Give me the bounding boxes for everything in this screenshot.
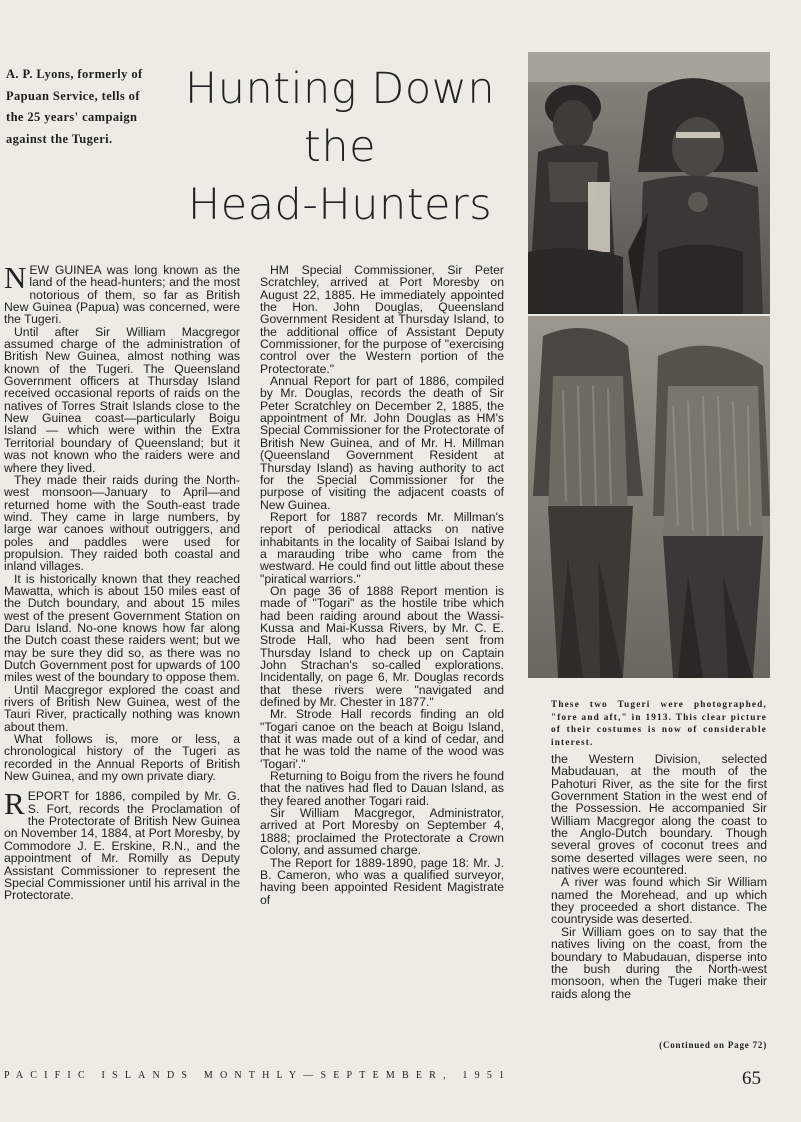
article-column-2 xyxy=(260,264,504,906)
paragraph: What follows is, more or less, a chronological history of the Tugeri as recorded in the Annual Reports of British New Guinea, and my own private diary. xyxy=(4,732,240,784)
title-line-2: the xyxy=(303,122,377,172)
photo-front-image xyxy=(528,52,770,314)
drop-cap: N xyxy=(4,260,27,295)
paragraph: A river was found which Sir William named the Morehead, and up which they proceeded a short distance. The countryside was deserted. xyxy=(551,875,767,927)
tugeri-photo-front xyxy=(528,52,770,314)
paragraph: Sir William goes on to say that the natives living on the coast, from the boundary to Mabudauan, disperse into the bush during the North-west monsoon, when the Tugeri make their raids along the xyxy=(551,924,767,1001)
paragraph: the Western Division, selected Mabudauan, at the mouth of the Pahoturi River, as the site for the first Government Station in the west end of the Possession. He accompanied Sir William Macgregor along the coast to the Anglo-Dutch boundary. Though several groves of coconut trees and some deserted villages were seen, no natives were ecountered. xyxy=(551,752,767,878)
paragraph xyxy=(4,786,240,903)
photo-back-image xyxy=(528,316,770,678)
title-line-3: Head-Hunters xyxy=(187,180,493,230)
paragraph: They made their raids during the North-west monsoon—January to April—and returned home with the South-east trade wind. They came in large numbers, by large war canoes without outriggers, and poles and paddles were used for propulsion. They raided both coastal and inland villages. xyxy=(4,472,240,574)
paragraph: HM Special Commissioner, Sir Peter Scratchley, arrived at Port Moresby on August 22, 1885. He immediately appointed the Hon. John Douglas, Queensland Government Resident at Thursday Island, to the additional office of Assistant Deputy Commissioner, for the purpose of "exercising control over the Western portion of the Protectorate." xyxy=(260,263,504,376)
paragraph: Mr. Strode Hall records finding an old "Togari canoe on the beach at Boigu Island, that it was made out of a kind of cedar, and that he was told the name of the wood was 'Togari'." xyxy=(260,707,504,771)
page-number: 65 xyxy=(742,1068,761,1089)
article-title xyxy=(160,60,520,234)
paragraph: It is historically known that they reached Mawatta, which is about 150 miles east of the Dutch boundary, and about 15 miles west of the present Government Station on Daru Island. No-one knows how far along the Dutch coast these raiders went; but we may be sure they did so, as there was no Dutch Government post for upwards of 100 miles west of the boundary to oppose them. xyxy=(4,571,240,685)
article-column-1 xyxy=(4,260,240,903)
photo-caption: These two Tugeri were photographed, "fore and aft," in 1913. This clear picture of their costumes is now of considerable interest. xyxy=(551,699,767,747)
footer-masthead: PACIFIC ISLANDS MONTHLY—SEPTEMBER, 1951 xyxy=(4,1070,512,1081)
paragraph: Annual Report for part of 1886, compiled by Mr. Douglas, records the death of Sir Peter Scratchley on December 2, 1885, the appointment of Mr. John Douglas as HM's Special Commissioner for the Protectorate of British New Guinea, and of Mr. H. Millman (Queensland Government Resident at Thursday Island) as having authority to act for the Special Commissioner for the purpose of visiting the adjacent coasts of New Guinea. xyxy=(260,374,504,512)
paragraph: Returning to Boigu from the rivers he found that the natives had fled to Dauan Island, as they feared another Togari raid. xyxy=(260,769,504,808)
article-column-3 xyxy=(551,753,767,1000)
paragraph: Report for 1887 records Mr. Millman's report of periodical attacks on native inhabitants in the locality of Saibai Island by a marauding tribe who came from the westward. He could find out little about these "piratical warriors." xyxy=(260,509,504,586)
paragraph-text: EW GUINEA was long known as the land of the head-hunters; and the most notorious of them, so far as British New Guinea (Papua) was concerned, were the Tugeri. xyxy=(4,263,240,327)
paragraph: Sir William Macgregor, Administrator, arrived at Port Moresby on September 4, 1888; proclaimed the Protectorate a Crown Colony, and assumed charge. xyxy=(260,806,504,858)
paragraph: On page 36 of 1888 Report mention is made of "Togari" as the hostile tribe which had been raiding around about the Wassi-Kussa and Mai-Kussa Rivers, by Mr. C. E. Strode Hall, who had been sent from Thursday Island to check up on Captain John Strachan's so-called explorations. Incidentally, on page 6, Mr. Douglas records that these rivers were "navigated and defined by Mr. Chester in 1877." xyxy=(260,583,504,710)
paragraph: The Report for 1889-1890, page 18: Mr. J. B. Cameron, who was a qualified surveyor, having been appointed Resident Magistrate of xyxy=(260,855,504,907)
drop-cap: R xyxy=(4,786,25,822)
paragraph xyxy=(4,260,240,327)
paragraph: Until after Sir William Macgregor assumed charge of the administration of British New Guinea, almost nothing was known of the Tugeri. The Queensland Government officers at Thursday Island received occasional reports of raids on the natives of Torres Strait Islands close to the New Guinea coast—particularly Boigu Island — which were within the Extra Territorial boundary of Queensland; but it was not known who the raiders were and where they lived. xyxy=(4,324,240,475)
paragraph-text: EPORT for 1886, compiled by Mr. G. S. Fort, records the Proclamation of the Protectorate of British New Guinea on November 14, 1884, at Port Moresby, by Commodore J. E. Erskine, R.N., and the appointment of Mr. Romilly as Deputy Assistant Commissioner to represent the Special Commissioner until his arrival in the Protectorate. xyxy=(4,789,240,903)
tugeri-photo-back xyxy=(528,316,770,678)
continued-note: (Continued on Page 72) xyxy=(659,1040,767,1050)
title-line-1: Hunting Down xyxy=(184,64,496,114)
intro-blurb: A. P. Lyons, formerly of Papuan Service, tells of the 25 years' campaign against the Tugeri. xyxy=(6,67,143,146)
paragraph: Until Macgregor explored the coast and rivers of British New Guinea, west of the Tauri River, practically nothing was known about them. xyxy=(4,682,240,734)
